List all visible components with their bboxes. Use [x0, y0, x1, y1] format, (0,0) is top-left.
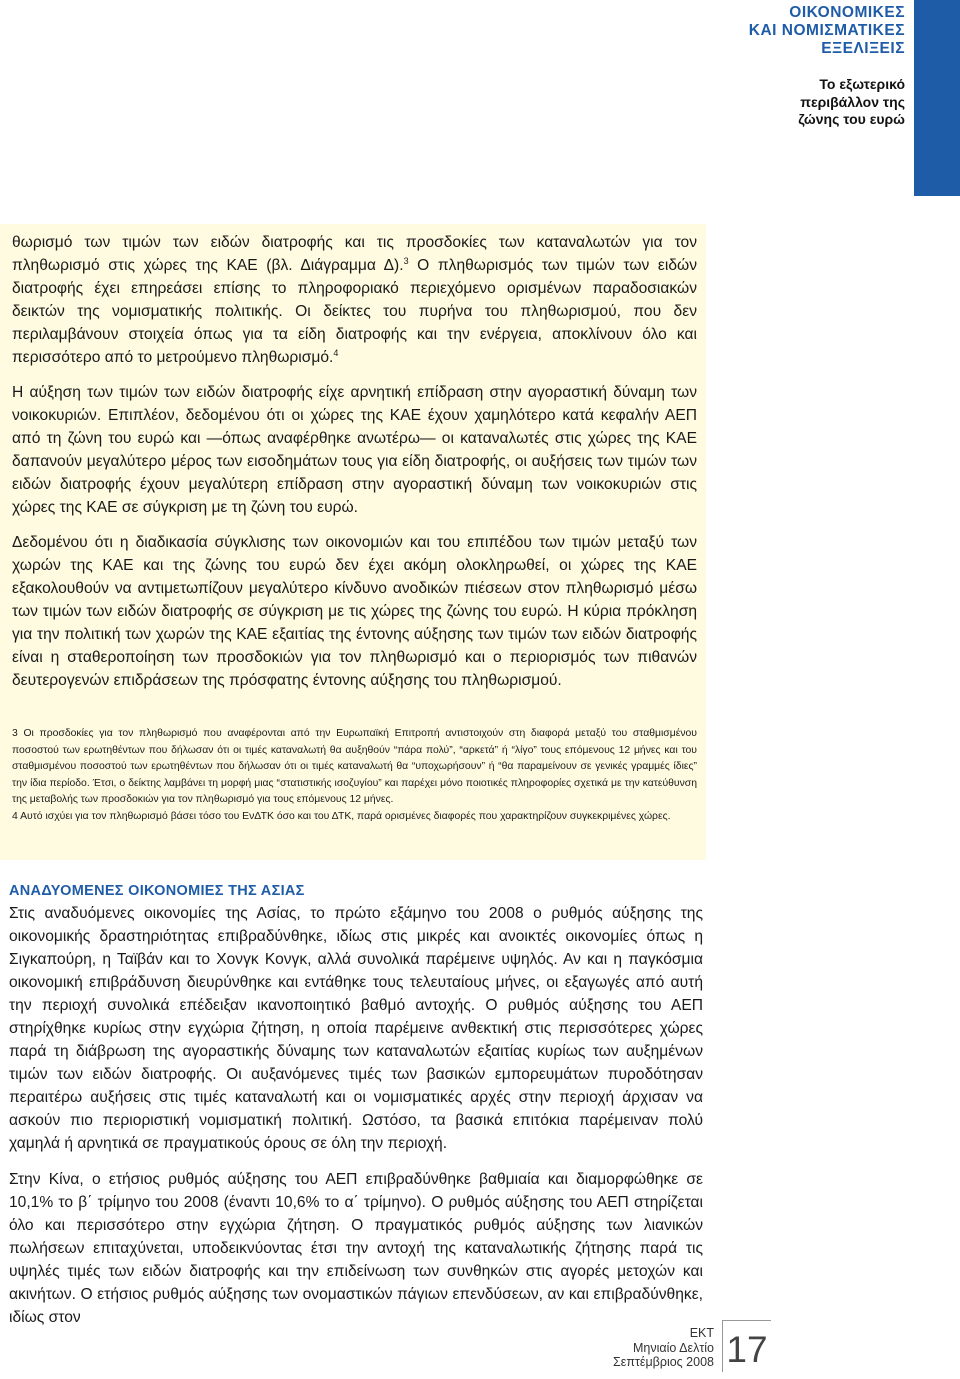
subsection-header-line: ζώνης του ευρώ: [798, 111, 905, 127]
section-header-line: ΟΙΚΟΝΟΜΙΚΕΣ: [789, 4, 905, 21]
box-paragraph: Δεδομένου ότι η διαδικασία σύγκλισης των οικονομιών και του επιπέδου των τιμών μεταξύ των χωρών της ΚΑΕ και της ζώνης του ευρώ δεν έχει ακόμη ολοκληρωθεί, οι χώρες της ΚΑΕ εξακολουθούν να αντιμετωπίζουν μεγαλύτερο κίνδυνο ανοδικών πιέσεων στον πληθωρισμό μέσω των τιμών των ειδών διατροφής σε σύγκριση με τις χώρες της ζώνης του ευρώ. Η κύρια πρόκληση για την πολιτική των χωρών της ΚΑΕ εξαιτίας της έντονης αύξησης των τιμών των ειδών διατροφής είναι η σταθεροποίηση των προσδοκιών για τον πληθωρισμό και ο περιορισμός των πιθανών δευτερογενών επιδράσεων της πρόσφατης έντονης αύξησης του πληθωρισμού.: [12, 534, 697, 689]
page-footer: [613, 1326, 714, 1370]
footnote-ref[interactable]: 4: [333, 348, 339, 358]
box-body: [12, 231, 697, 704]
footer-line: Μηνιαίο Δελτίο: [633, 1340, 714, 1355]
subsection-header: [798, 76, 905, 129]
page-number: 17: [722, 1320, 771, 1372]
footer-line: ΕΚΤ: [689, 1326, 714, 1340]
box-paragraph: Η αύξηση των τιμών των ειδών διατροφής είχε αρνητική επίδραση στην αγοραστική δύναμη των νοικοκυριών. Επιπλέον, δεδομένου ότι οι χώρες της ΚΑΕ έχουν χαμηλότερο κατά κεφαλήν ΑΕΠ από τη ζώνη του ευρώ και —όπως αναφέρθηκε ανωτέρω— οι καταναλωτές στις χώρες της ΚΑΕ δαπανούν μεγαλύτερο μέρος των εισοδημάτων τους για είδη διατροφής, οι αυξήσεις των τιμών των ειδών διατροφής έχουν μεγαλύτερη επίδραση στην αγοραστική δύναμη των νοικοκυριών στις χώρες της ΚΑΕ σε σύγκριση με τη ζώνη του ευρώ.: [12, 384, 697, 516]
box-footnotes: [12, 726, 697, 825]
section-color-tab: [914, 0, 960, 196]
subsection-header-line: Το εξωτερικό: [819, 76, 905, 92]
footnote: 4 Αυτό ισχύει για τον πληθωρισμό βάσει τόσο του ΕνΔΤΚ όσο και του ΔΤΚ, παρά ορισμένες διαφορές που χαρακτηρίζουν συγκεκριμένες χώρες.: [12, 810, 671, 822]
subsection-header-line: περιβάλλον της: [800, 93, 905, 110]
section-header: [749, 4, 905, 58]
footnote: 3 Οι προσδοκίες για τον πληθωρισμό που αναφέρονται από την Ευρωπαϊκή Επιτροπή αντιστοιχούν στη διαφορά μεταξύ του σταθμισμένου ποσοστού των ερωτηθέντων που δήλωσαν ότι οι τιμές καταναλωτή θα αυξηθούν “πάρα πολύ”, “αρκετά” ή “λίγο” τους επόμενους 12 μήνες και του σταθμισμένου ποσοστού των ερωτηθέντων που δήλωσαν ότι οι τιμές καταναλωτή θα “υποχωρήσουν” ή “θα παραμείνουν σε γενικές γραμμές ίδιες” την ίδια περίοδο. Έτσι, ο δείκτης λαμβάνει τη μορφή μιας “στατιστικής ισοζυγίου” και παρέχει μόνο ποιοτικές πληροφορίες σχετικά με την κατεύθυνση της μεταβολής των προσδοκιών για τον πληθωρισμό για τους επόμενους 12 μήνες.: [12, 728, 697, 805]
section-header-line: ΚΑΙ ΝΟΜΙΣΜΑΤΙΚΕΣ: [748, 22, 905, 39]
box-text-span: θωρισμό των τιμών των ειδών διατροφής και τις προσδοκίες των καταναλωτών για τον πληθωρισμό στις χώρες της ΚΑΕ (βλ. Διάγραμμα Δ).: [12, 234, 697, 274]
body-paragraph: Στην Κίνα, ο ετήσιος ρυθμός αύξησης του ΑΕΠ επιβραδύνθηκε βαθμιαία και διαμορφώθηκε σε 10,1% το β΄ τρίμηνο του 2008 (έναντι 10,6% το α΄ τρίμηνο). Ο ρυθμός αύξησης του ΑΕΠ στηρίζεται όλο και περισσότερο στην εγχώρια ζήτηση. Ο πραγματικός ρυθμός αύξησης των λιανικών πωλήσεων επιταχύνεται, υποδεικνύοντας έτσι την αντοχή της καταναλωτικής ζήτησης παρά τις υψηλές τιμές των ειδών διατροφής και την επιδείνωση των συνθηκών στις αγορές μετοχών και ακινήτων. Ο ετήσιος ρυθμός αύξησης των ονομαστικών πάγιων επενδύσεων, αν και επιβραδύνθηκε, ιδίως στον: [9, 1171, 703, 1326]
section-header-line: ΕΞΕΛΙΞΕΙΣ: [821, 40, 905, 57]
box-text-span: Ο πληθωρισμός των τιμών των ειδών διατροφής έχει επηρεάσει επίσης το πληροφοριακό περιεχόμενο ορισμένων παραδοσιακών δεικτών της νομισματικής πολιτικής. Οι δείκτες του πυρήνα του πληθωρισμού, που δεν περιλαμβάνουν στοιχεία όπως για τα είδη διατροφής και την ενέργεια, αποκλίνουν όλο και περισσότερο από το μετρούμενο πληθωρισμό.: [12, 257, 697, 366]
footer-line: Σεπτέμβριος 2008: [613, 1355, 714, 1369]
section-heading: ΑΝΑΔΥΟΜΕΝΕΣ ΟΙΚΟΝΟΜΙΕΣ ΤΗΣ ΑΣΙΑΣ: [9, 883, 305, 899]
footnote-ref[interactable]: 3: [403, 256, 409, 266]
box-paragraph: [12, 231, 697, 369]
main-body: [9, 880, 703, 1342]
body-paragraph: Στις αναδυόμενες οικονομίες της Ασίας, το πρώτο εξάμηνο του 2008 ο ρυθμός αύξησης της οικονομικής δραστηριότητας επιβραδύνθηκε, ιδίως στις μικρές και ανοικτές οικονομίες όπως η Σιγκαπούρη, η Ταϊβάν και το Χονγκ Κονγκ, αλλά συνολικά παρέμεινε υψηλός. Αν και η παγκόσμια οικονομική επιβράδυνση διευρύνθηκε και εντάθηκε τους τελευταίους μήνες, οι εξαγωγές από αυτή την περιοχή συνολικά επέδειξαν ικανοποιητικό βαθμό αντοχής. Ο ρυθμός αύξησης του ΑΕΠ στηρίχθηκε κυρίως στην εγχώρια ζήτηση, η οποία παρέμεινε ανθεκτική στις περισσότερες χώρες παρά τη διάβρωση της αγοραστικής δύναμης των καταναλωτών εξαιτίας κυρίως των αυξημένων τιμών των ειδών διατροφής. Οι αυξανόμενες τιμές των βασικών εμπορευμάτων πυροδότησαν περαιτέρω αυξήσεις στις τιμές καταναλωτή και οι νομισματικές αρχές στην περιοχή άρχισαν να ασκούν πιο περιοριστική νομισματική πολιτική. Ωστόσο, τα βασικά επιτόκια παρέμειναν πολύ χαμηλά ή αρνητικά σε πραγματικούς όρους σε όλη την περιοχή.: [9, 905, 703, 1152]
